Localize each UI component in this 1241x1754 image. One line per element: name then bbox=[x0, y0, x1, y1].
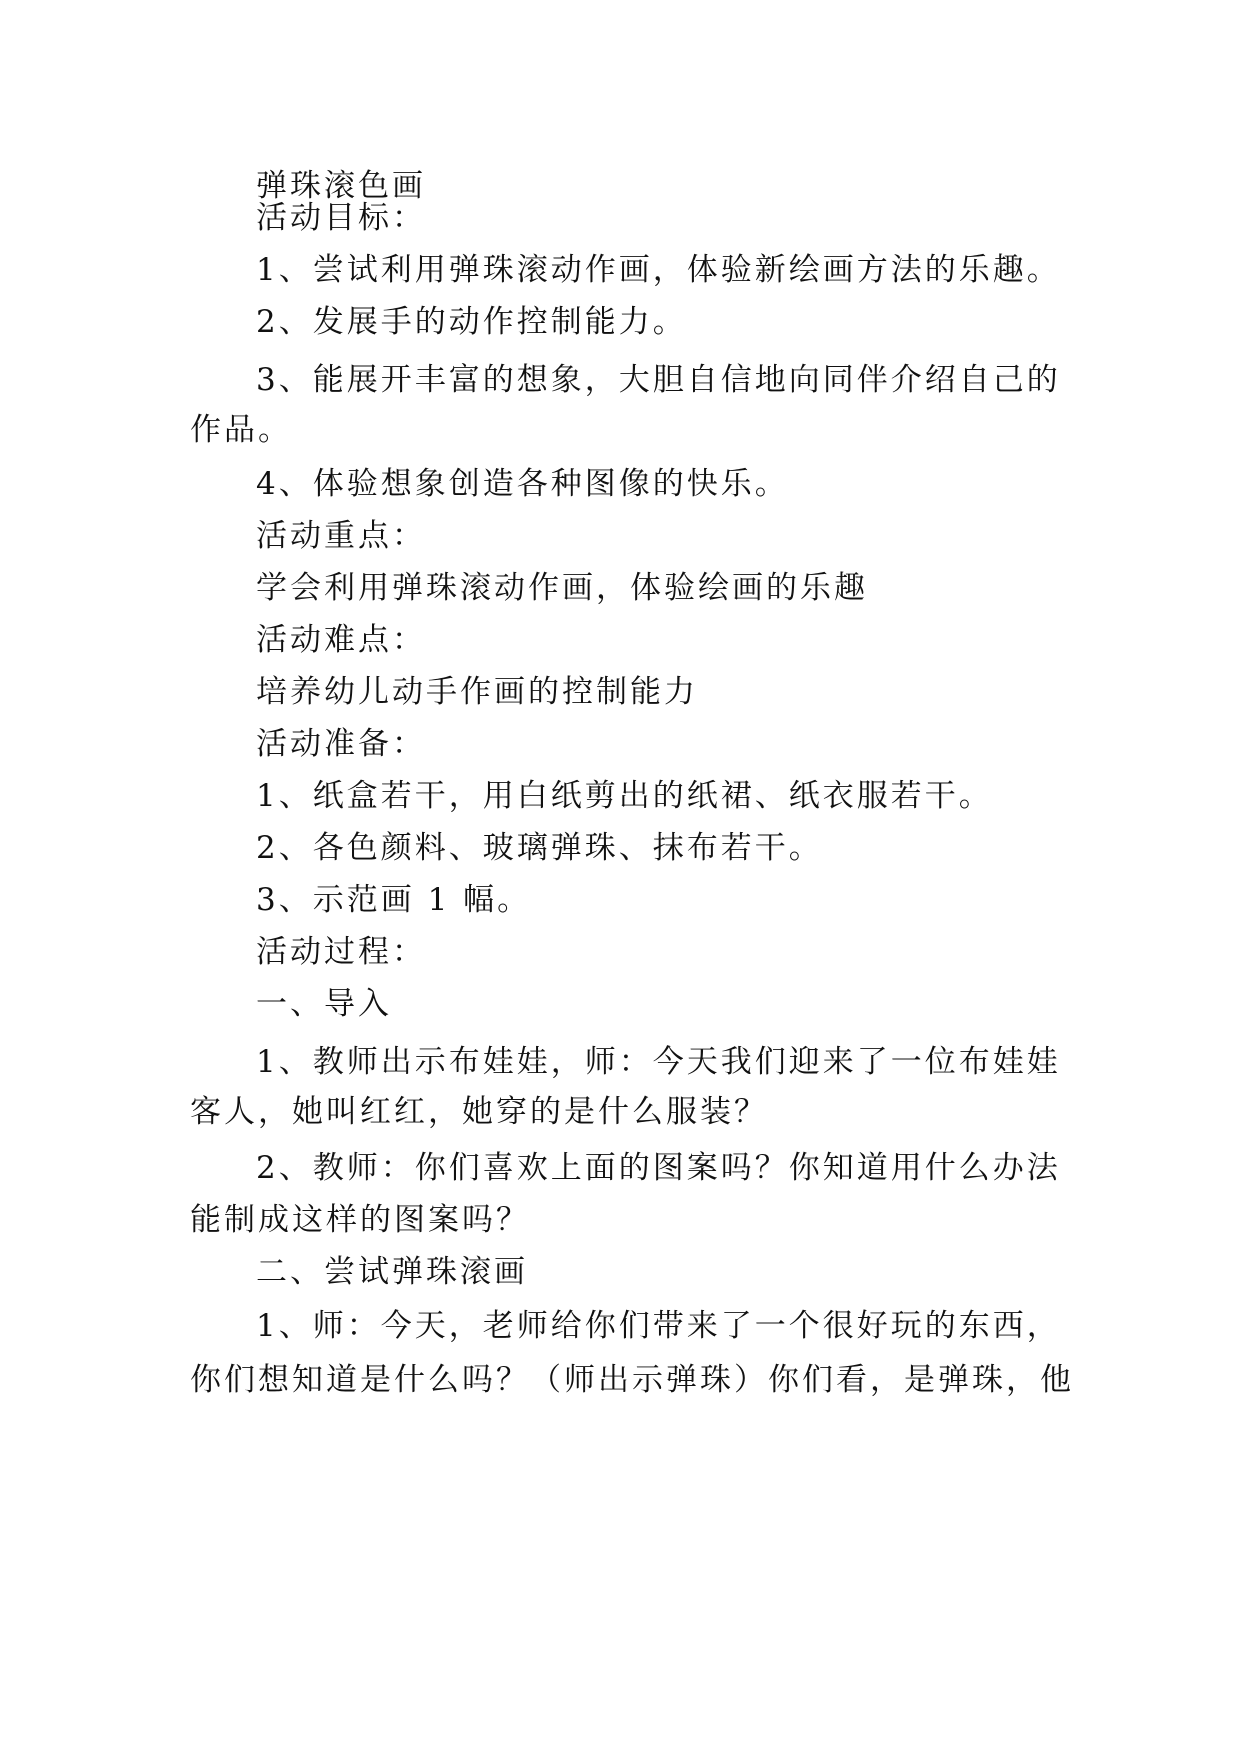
paragraph-line: 4、体验想象创造各种图像的快乐。 bbox=[256, 466, 789, 502]
paragraph-line: 3、示范画 1 幅。 bbox=[256, 882, 532, 918]
section-heading: 活动重点： bbox=[256, 518, 426, 554]
paragraph-line: 1、师：今天，老师给你们带来了一个很好玩的东西， bbox=[256, 1308, 1061, 1344]
paragraph-line: 培养幼儿动手作画的控制能力 bbox=[256, 674, 698, 710]
paragraph-line: 能制成这样的图案吗？ bbox=[190, 1202, 530, 1238]
paragraph-line: 1、纸盒若干，用白纸剪出的纸裙、纸衣服若干。 bbox=[256, 778, 993, 814]
paragraph-line: 3、能展开丰富的想象，大胆自信地向同伴介绍自己的 bbox=[256, 362, 1061, 398]
paragraph-line: 2、教师：你们喜欢上面的图案吗？你知道用什么办法 bbox=[256, 1150, 1061, 1186]
paragraph-line: 2、各色颜料、玻璃弹珠、抹布若干。 bbox=[256, 830, 823, 866]
section-heading: 一、导入 bbox=[256, 986, 392, 1022]
section-heading: 二、尝试弹珠滚画 bbox=[256, 1254, 528, 1290]
paragraph-line: 1、尝试利用弹珠滚动作画，体验新绘画方法的乐趣。 bbox=[256, 252, 1061, 288]
document-title: 弹珠滚色画 bbox=[256, 168, 426, 204]
section-heading: 活动目标： bbox=[256, 200, 426, 236]
section-heading: 活动准备： bbox=[256, 726, 426, 762]
paragraph-line: 2、发展手的动作控制能力。 bbox=[256, 304, 687, 340]
section-heading: 活动难点： bbox=[256, 622, 426, 658]
section-heading: 活动过程： bbox=[256, 934, 426, 970]
paragraph-line: 客人，她叫红红，她穿的是什么服装？ bbox=[190, 1094, 768, 1130]
paragraph-line: 作品。 bbox=[190, 412, 292, 448]
paragraph-line: 1、教师出示布娃娃，师：今天我们迎来了一位布娃娃 bbox=[256, 1044, 1061, 1080]
paragraph-line: 你们想知道是什么吗？（师出示弹珠）你们看，是弹珠，他 bbox=[190, 1362, 1074, 1398]
paragraph-line: 学会利用弹珠滚动作画，体验绘画的乐趣 bbox=[256, 570, 868, 606]
